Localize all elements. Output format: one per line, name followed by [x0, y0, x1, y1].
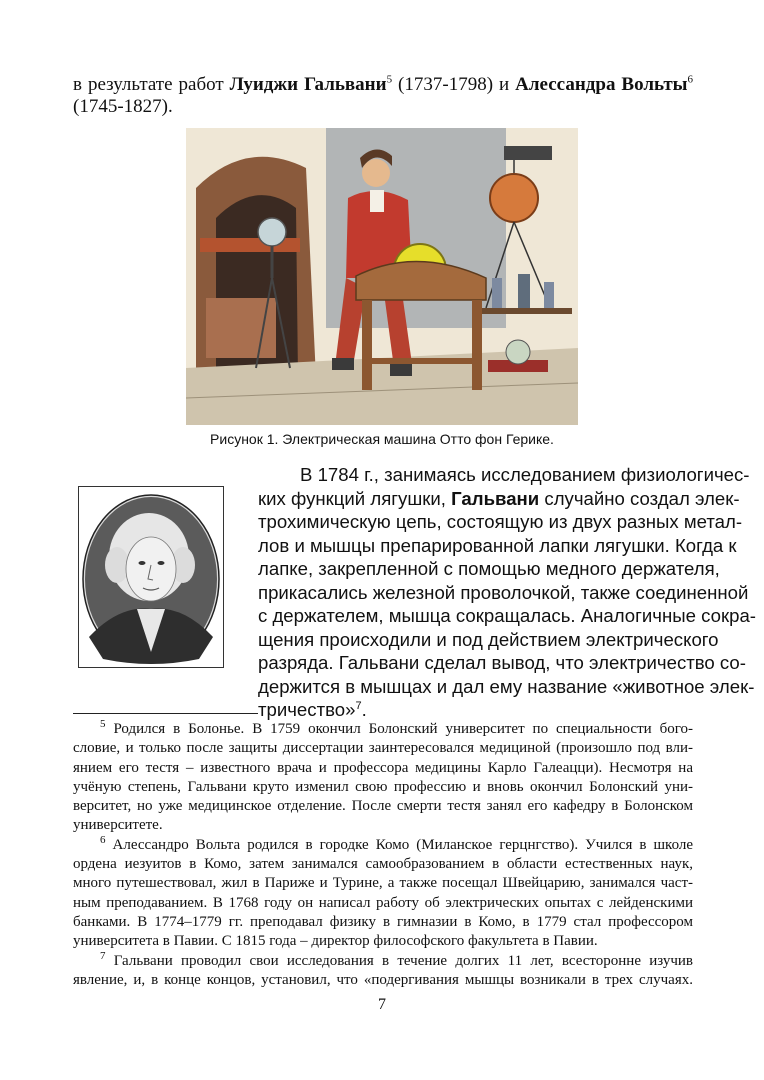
name-galvani-bold: Гальвани — [451, 487, 540, 509]
footnote-6-line: ным преподаванием. В 1768 году он написал работу об электрических опытах с лейденскими — [73, 894, 693, 911]
footnote-5-line — [73, 720, 693, 739]
engraving-illustration — [186, 128, 578, 425]
footnote-6-line: ордена иезуитов в Комо, затем занимался самообразованием в области естественных наук, — [73, 856, 693, 873]
footnote-ref-7[interactable]: 7 — [355, 699, 362, 712]
intro-line-2: (1745-1827). — [73, 96, 173, 117]
main-line — [258, 487, 740, 511]
footnote-6-line: банками. В 1774–1779 гг. преподавал физику в гимназии в Комо, в 1779 стал профессором — [73, 913, 693, 930]
page-number: 7 — [378, 996, 386, 1013]
footnote-separator — [73, 713, 258, 714]
footnote-7-line — [73, 949, 694, 971]
footnote-5-line: верситет, но уже медицинское отделение. После смерти тестя занял его кафедру в Болонском — [73, 798, 693, 815]
figure-caption: Рисунок 1. Электрическая машина Отто фон Герике. — [210, 431, 554, 447]
footnote-ref-6[interactable]: 6 — [687, 73, 693, 86]
footnote-text: Гальвани проводил свои исследования в течение долгих 11 лет, всесторонне изучив — [113, 952, 694, 969]
main-line: с держателем, мышца сокращалась. Аналогичные сокра- — [258, 605, 756, 626]
footnote-text: Родился в Болонье. В 1759 окончил Болонский университет по специальности бого- — [113, 721, 694, 737]
main-line: прикасались железной проволочкой, также соединенной — [258, 581, 749, 603]
main-line: лапке, закрепленной с помощью медного держателя, — [258, 558, 720, 579]
name-galvani: Луиджи Гальвани — [229, 74, 387, 95]
main-line-text: тричество» — [258, 699, 356, 720]
main-line — [258, 698, 692, 722]
main-line: В 1784 г., занимаясь исследованием физиологичес- — [300, 464, 750, 485]
footnote-text: Алессандро Вольта родился в городке Комо (Миланское герцнгство). Учился в школе — [112, 836, 694, 853]
footnote-5-line: учёную степень, Гальвани круто изменил свою профессию и вновь окончил Болонский уни- — [73, 778, 693, 795]
main-line: держится в мышцах и дал ему название «животное элек- — [258, 675, 755, 697]
footnote-6-line: университета в Павии. С 1815 года – директор философского факультета в Павии. — [73, 933, 598, 950]
intro-years-1: (1737-1798) и — [398, 74, 510, 95]
footnote-5-line: янием его тестя – известного врача и профессора медицины Карло Галеацци). Несмотря на — [73, 759, 693, 776]
footnote-7-number: 7 — [100, 949, 106, 962]
main-line-text: . — [361, 699, 367, 720]
portrait-illustration — [79, 487, 223, 667]
main-line-text: ких функций лягушки, — [258, 487, 446, 509]
footnote-6-number: 6 — [100, 833, 106, 846]
name-volta: Алессандра Вольты — [515, 74, 688, 95]
footnote-5-line: словие, и только после защиты диссертации заинтересовался медициной (произошло под вли- — [73, 740, 693, 757]
main-line-text: случайно создал элек- — [544, 487, 740, 509]
galvani-portrait — [78, 486, 224, 668]
footnote-ref-5[interactable]: 5 — [386, 73, 393, 86]
main-line: разряда. Гальвани сделал вывод, что электричество со- — [258, 652, 746, 673]
footnote-6-line: много путешествовал, жил в Париже и Турине, а также посещал Швейцарию, занимался част- — [73, 875, 693, 892]
footnote-5-number: 5 — [100, 718, 106, 730]
main-line: лов и мышцы препарированной лапки лягушки. Когда к — [258, 534, 737, 556]
intro-prefix: в результате работ — [73, 74, 224, 95]
main-line: щения происходили и под действием электрического — [258, 628, 719, 650]
main-paragraph — [258, 463, 756, 722]
main-line: трохимическую цепь, состоящую из двух разных метал- — [258, 511, 743, 532]
footnote-7-line: явление, и, в конце концов, установил, что «подергивания мышцы возникали в трех случаях. — [73, 971, 693, 988]
footnote-6-line — [73, 833, 694, 855]
footnote-5-line: университете. — [73, 817, 163, 834]
footnotes — [73, 720, 693, 990]
otto-von-guericke-engraving — [186, 128, 578, 425]
